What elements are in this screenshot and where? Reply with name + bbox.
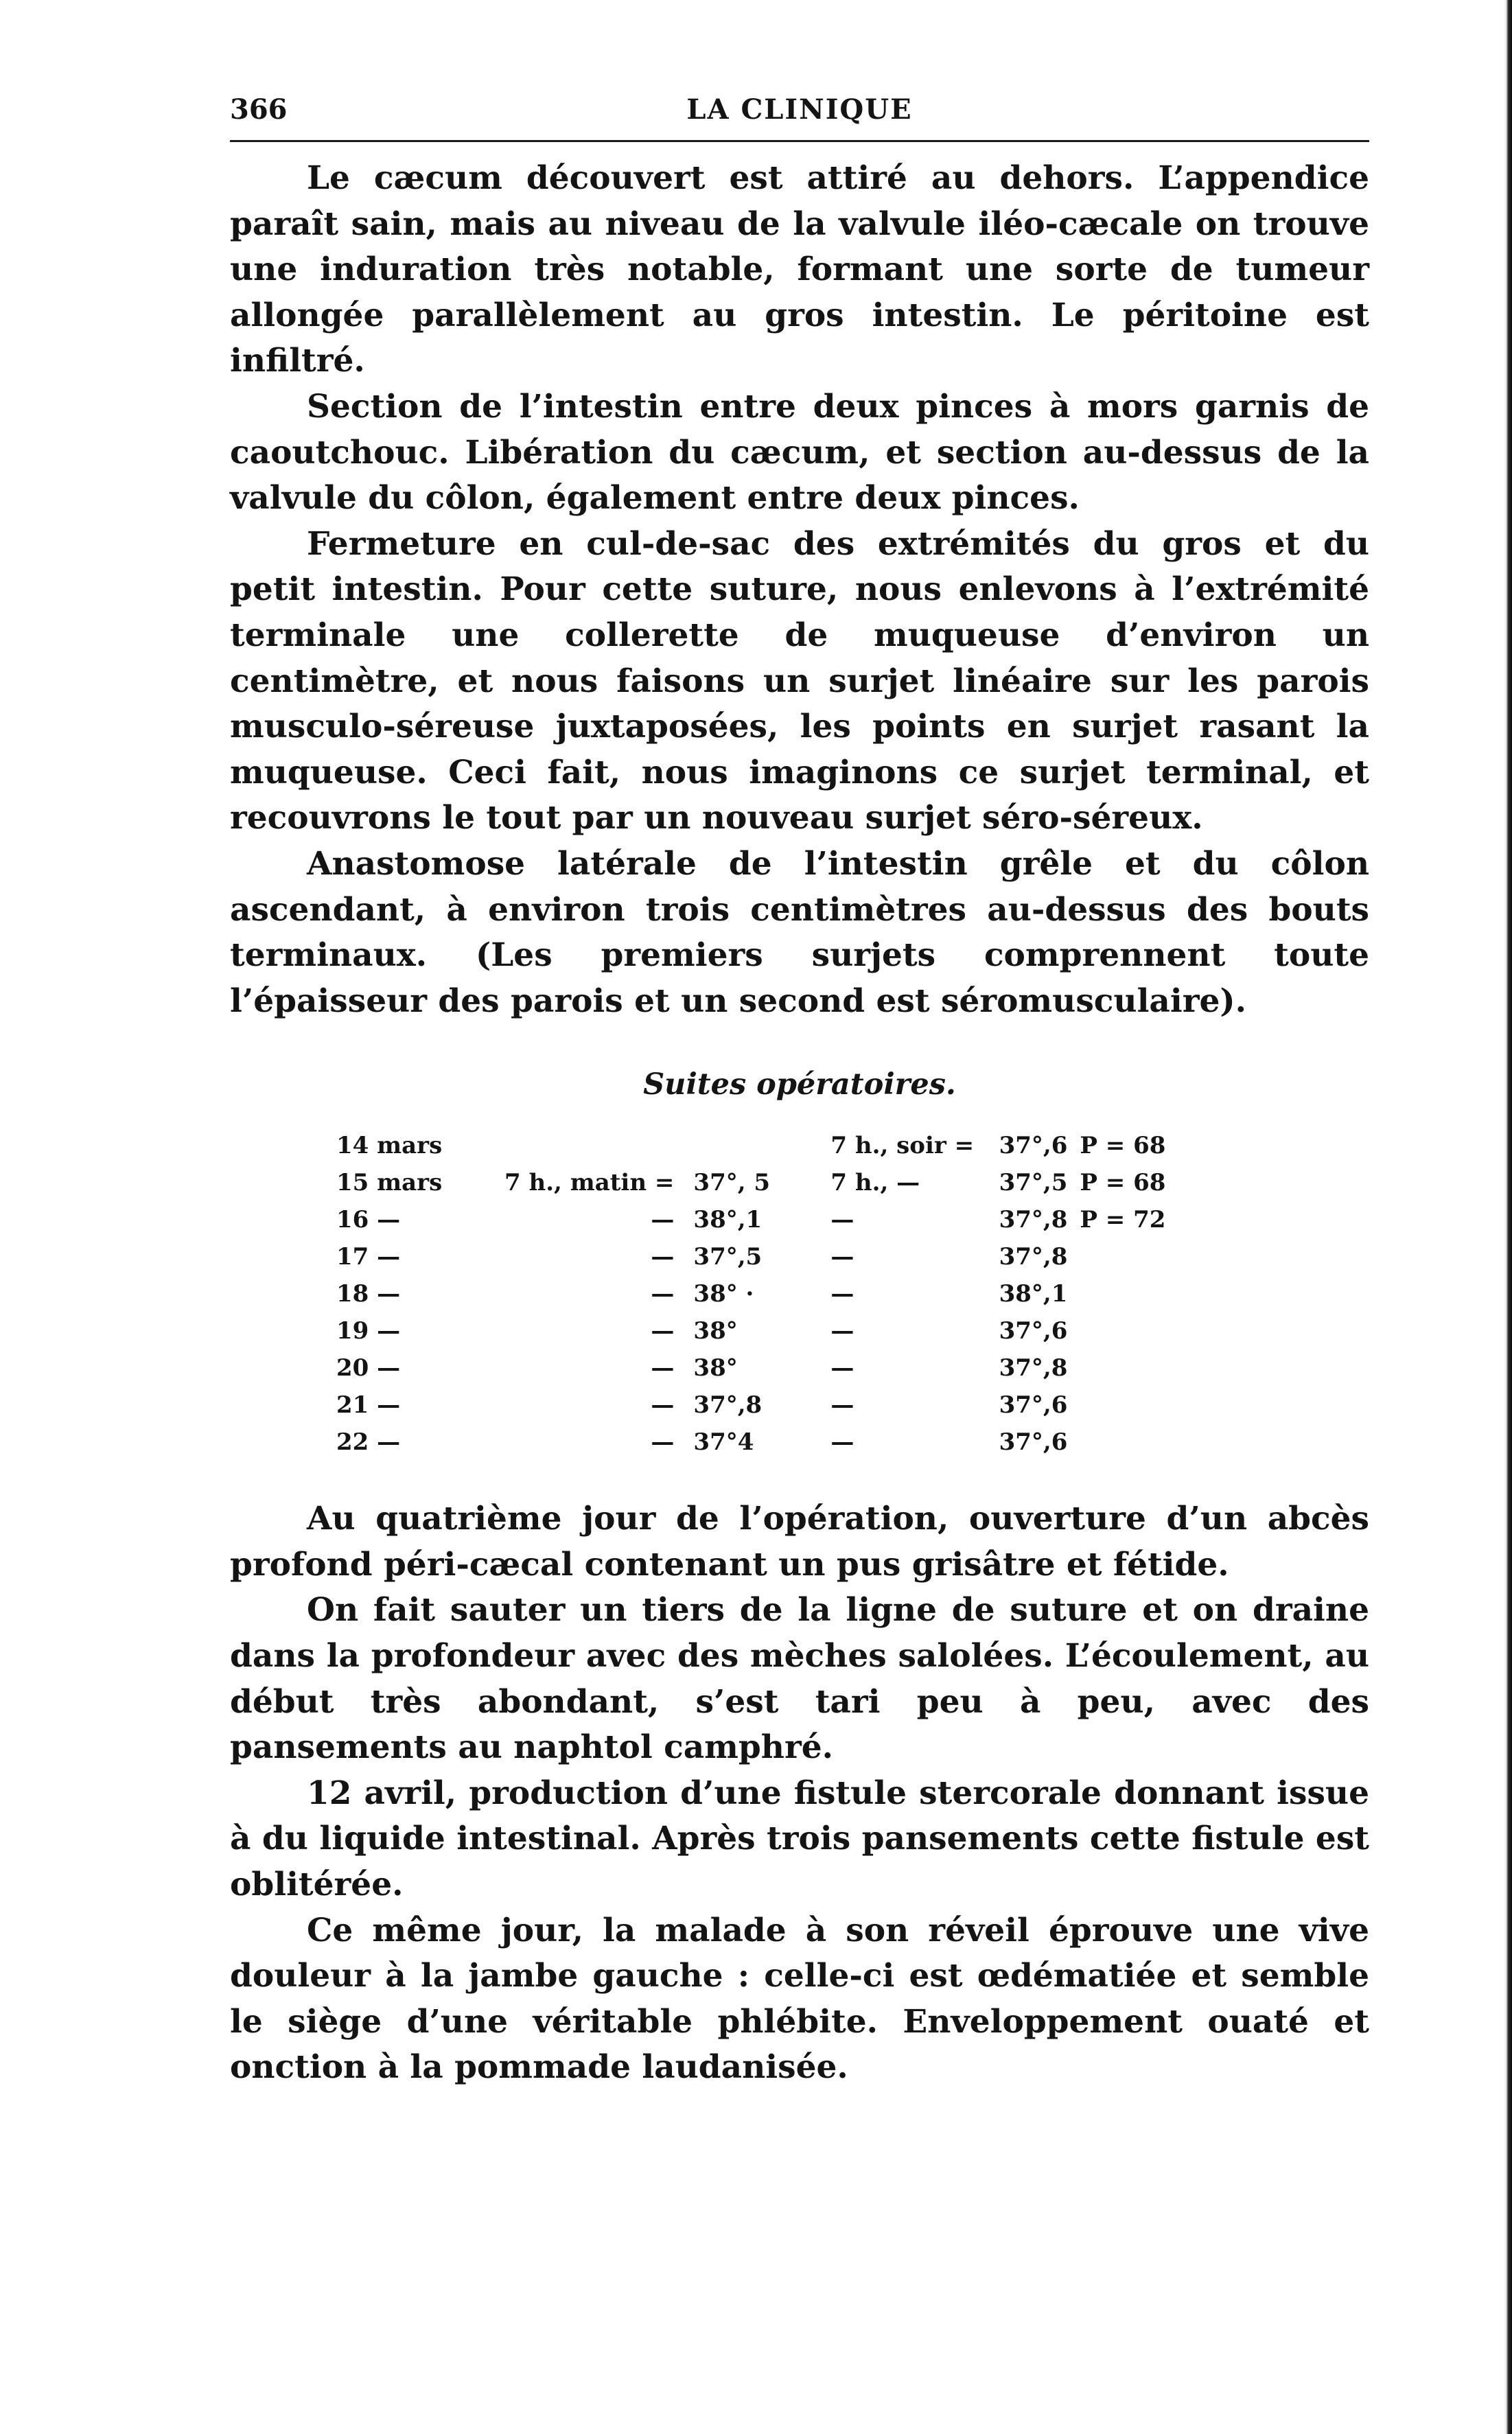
table-cell-morning-temp: 37°,5 [693,1243,763,1271]
table-cell-pulse [1080,1312,1189,1349]
table-cell-date: 14 mars [336,1132,443,1160]
table-row [336,1201,1189,1238]
table-cell-morning-temp: 38° [693,1317,738,1345]
page-number: 366 [230,93,288,126]
paragraph: Au quatrième jour de l’opération, ouverture d’un abcès profond péri-cæcal contenant un pus grisâtre et fétide. [230,1500,1369,1584]
table-cell-evening-temp: 38°,1 [999,1280,1068,1308]
table-cell-morning-time: — [651,1391,675,1419]
table-cell-date: 17 — [336,1243,401,1271]
table-cell-date: 20 — [336,1354,401,1382]
table-cell-morning-temp: 38° · [693,1280,754,1308]
table-cell-pulse [1080,1238,1189,1275]
table-cell-evening-time: — [830,1206,854,1234]
table-row [336,1387,1189,1424]
table-cell-date: 18 — [336,1280,401,1308]
paragraph: Le cæcum découvert est attiré au dehors. L’appendice paraît sain, mais au niveau de la valvule iléo-cæcale on trouve une induration très notable, formant une sorte de tumeur allongée parallèlement au gros intestin. Le péritoine est infiltré. [230,159,1369,380]
table-cell-evening-time: — [830,1243,854,1271]
header-rule [230,140,1369,142]
table-row [336,1238,1189,1275]
table-cell-pulse: P = 68 [1080,1132,1166,1160]
running-title: LA CLINIQUE [686,93,913,126]
table-cell-evening-time: 7 h., — [830,1169,920,1197]
bottom-text [230,1496,1369,2091]
table-cell-pulse: P = 72 [1080,1206,1166,1234]
table-cell-date: 16 — [336,1206,401,1234]
paragraph: 12 avril, production d’une fistule stercorale donnant issue à du liquide intestinal. Après trois pansements cette fistule est oblitérée. [230,1774,1369,1904]
table-cell-morning-time: — [651,1206,675,1234]
scan-edge-bar [1504,0,1512,2434]
table-cell-evening-temp: 37°,8 [999,1354,1068,1382]
table-cell-pulse [1080,1387,1189,1424]
table-cell-evening-time: — [830,1280,854,1308]
temperature-table [336,1127,1189,1461]
table-cell-evening-time: — [830,1391,854,1419]
table-row [336,1312,1189,1349]
table-cell-evening-time: — [830,1317,854,1345]
table-cell-pulse [1080,1349,1189,1387]
table-cell-morning-time: — [651,1428,675,1457]
table-cell-evening-temp: 37°,5 [999,1169,1068,1197]
table-cell-morning-temp [693,1127,830,1164]
table-row [336,1275,1189,1312]
table-cell-pulse [1080,1275,1189,1312]
table-cell-morning-time: — [651,1243,675,1271]
table-row [336,1349,1189,1387]
table-cell-date: 22 — [336,1428,401,1457]
table-cell-evening-time: — [830,1428,854,1457]
paragraph: Fermeture en cul-de-sac des extrémités du gros et du petit intestin. Pour cette suture, nous enlevons à l’extrémité terminale une collerette de muqueuse d’environ un centimètre, et nous faisons un surjet linéaire sur les parois musculo-séreuse juxtaposées, les points en surjet rasant la muqueuse. Ceci fait, nous imaginons ce surjet terminal, et recouvrons le tout par un nouveau surjet séro-séreux. [230,524,1369,837]
table-cell-evening-temp: 37°,6 [999,1317,1068,1345]
table-cell-morning-temp: 37°,8 [693,1391,763,1419]
paragraph: Anastomose latérale de l’intestin grêle et du côlon ascendant, à environ trois centimètres au-dessus des bouts terminaux. (Les premiers surjets comprennent toute l’épaisseur des parois et un second est séromusculaire). [230,844,1369,1020]
document-page [230,81,1369,2091]
table-cell-evening-temp: 37°,6 [999,1132,1068,1160]
table-cell-pulse: P = 68 [1080,1169,1166,1197]
table-cell-morning-time: — [651,1354,675,1382]
table-cell-morning-time: — [651,1280,675,1308]
table-cell-evening-temp: 37°,6 [999,1391,1068,1419]
table-cell-pulse [1080,1424,1189,1461]
page-header [230,81,1369,140]
table-cell-evening-time: 7 h., soir = [830,1132,975,1160]
table-row [336,1127,1189,1164]
table-cell-morning-time: — [651,1317,675,1345]
paragraph: On fait sauter un tiers de la ligne de suture et on draine dans la profondeur avec des mèches salolées. L’écoulement, au début très abondant, s’est tari peu à peu, avec des pansements au naphtol camphré. [230,1591,1369,1767]
table-cell-morning-temp: 37°4 [693,1428,754,1457]
table-cell-evening-temp: 37°,8 [999,1243,1068,1271]
section-title: Suites opératoires. [643,1067,956,1102]
table-row [336,1424,1189,1461]
paragraph: Ce même jour, la malade à son réveil éprouve une vive douleur à la jambe gauche : celle-ci est œdématiée et semble le siège d’une véritable phlébite. Enveloppement ouaté et onction à la pommade laudanisée. [230,1911,1369,2087]
table-cell-morning-time [504,1127,693,1164]
table-cell-date: 19 — [336,1317,401,1345]
paragraph: Section de l’intestin entre deux pinces à mors garnis de caoutchouc. Libération du cæcum, et section au-dessus de la valvule du côlon, également entre deux pinces. [230,387,1369,518]
table-cell-morning-time: 7 h., matin = [504,1169,675,1197]
table-row [336,1164,1189,1201]
table-cell-evening-temp: 37°,6 [999,1428,1068,1457]
table-cell-morning-temp: 37°, 5 [693,1169,771,1197]
table-cell-date: 15 mars [336,1169,443,1197]
table-cell-evening-temp: 37°,8 [999,1206,1068,1234]
table-cell-date: 21 — [336,1391,401,1419]
table-cell-morning-temp: 38°,1 [693,1206,763,1234]
table-cell-evening-time: — [830,1354,854,1382]
table-cell-morning-temp: 38° [693,1354,738,1382]
